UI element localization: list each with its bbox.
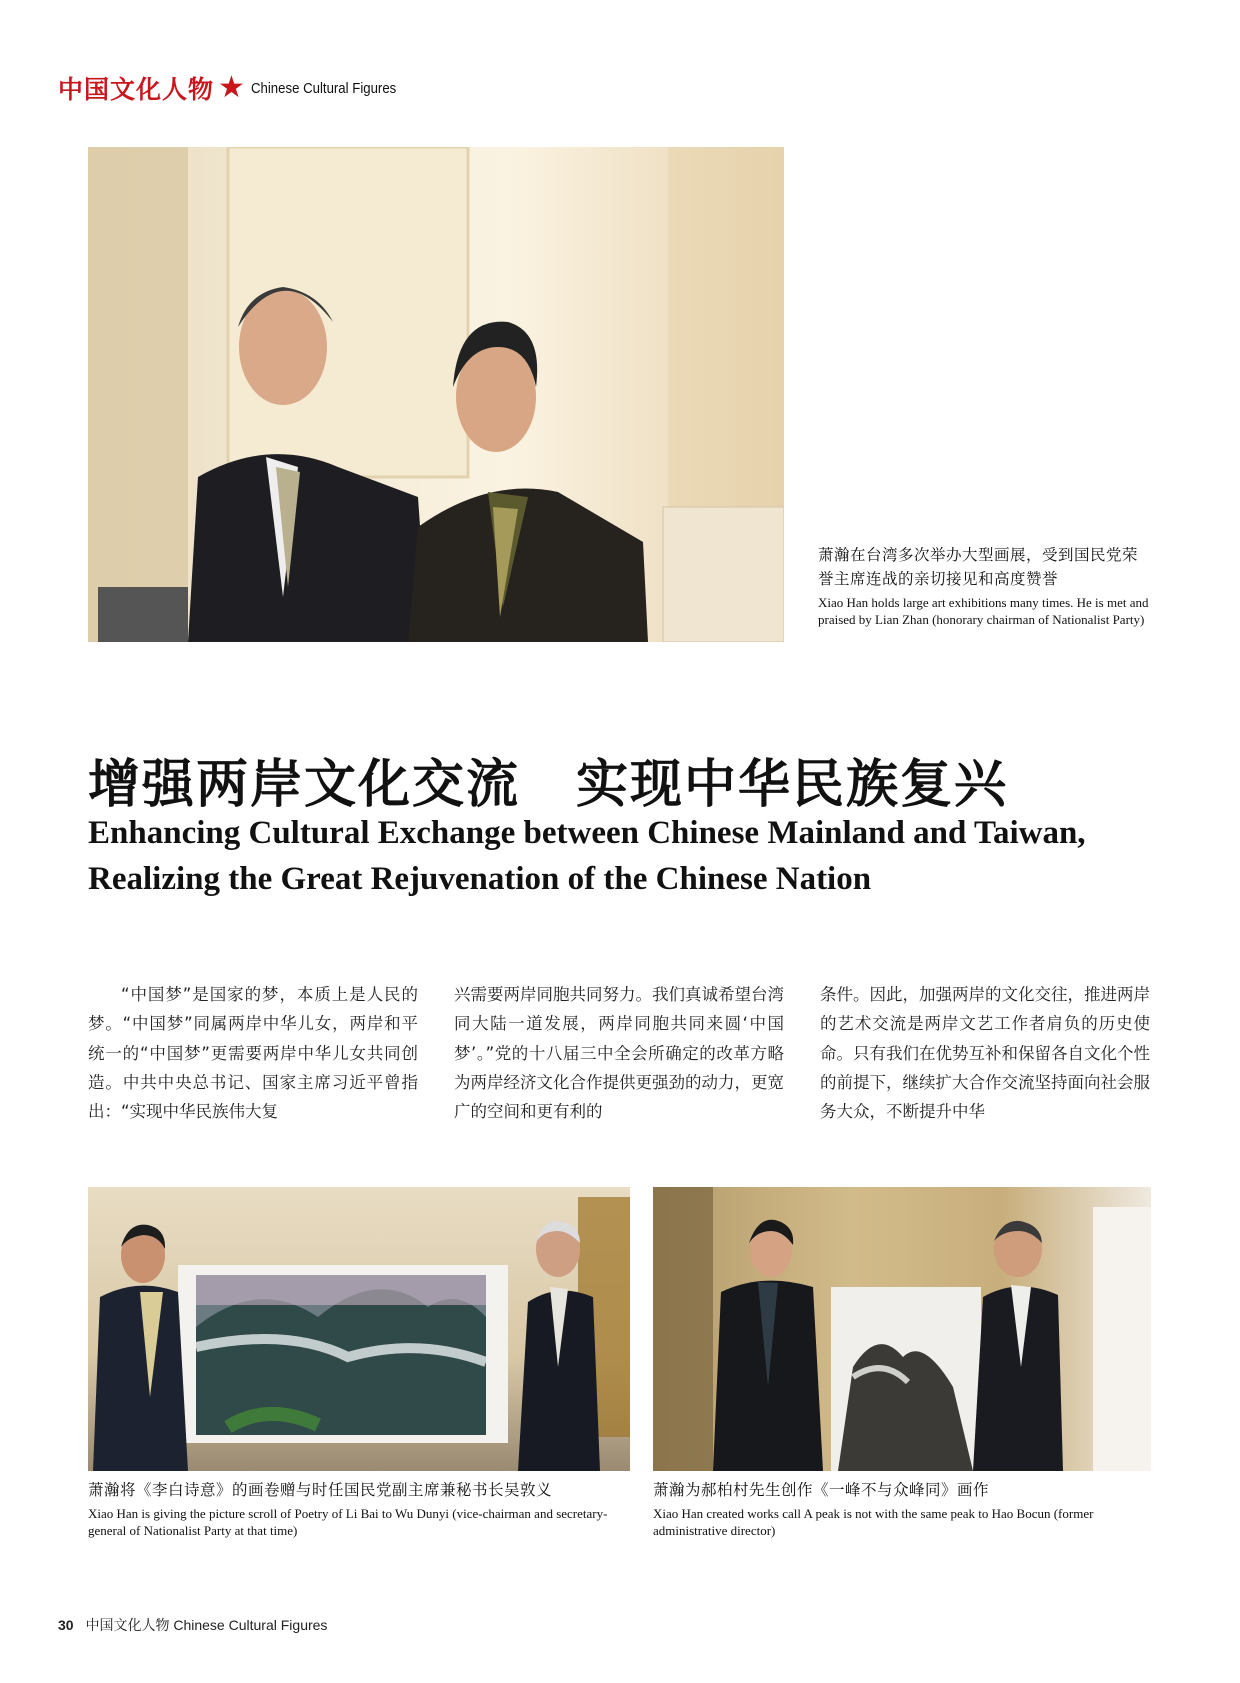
brand-en: Chinese Cultural Figures <box>250 79 397 97</box>
photo-bottom-right-caption-cn: 萧瀚为郝柏村先生创作《一峰不与众峰同》画作 <box>653 1481 990 1499</box>
photo-bottom-left-caption-en: Xiao Han is giving the picture scroll of Poetry of Li Bai to Wu Dunyi (vice-chairman and secretary-general of Nationalist Party at that time) <box>88 1506 608 1538</box>
body-column-3: 条件。因此，加强两岸的文化交往，推进两岸的艺术交流是两岸文艺工作者肩负的历史使命。只有我们在优势互补和保留各自文化个性的前提下，继续扩大合作交流坚持面向社会服务大众，不断提升中华 <box>820 985 1150 1122</box>
photo-bottom-right <box>653 1187 1151 1471</box>
page-footer <box>58 1615 327 1635</box>
article-title-cn <box>88 742 1008 817</box>
photo-bottom-right-illustration <box>653 1187 1151 1471</box>
photo-bottom-left-caption <box>88 1478 633 1539</box>
photo-top-caption-en: Xiao Han holds large art exhibitions many times. He is met and praised by Lian Zhan (honorary chairman of Nationalist Party) <box>818 595 1149 627</box>
photo-bottom-left <box>88 1187 630 1471</box>
footer-text: 中国文化人物 Chinese Cultural Figures <box>85 1617 328 1633</box>
brand-cn: 中国文化人物 <box>58 75 215 104</box>
body-column-1: “中国梦”是国家的梦，本质上是人民的梦。“中国梦”同属两岸中华儿女，两岸和平统一的“中国梦”更需要两岸中华儿女共同创造。中共中央总书记、国家主席习近平曾指出：“实现中华民族伟大复 <box>88 985 418 1122</box>
photo-bottom-left-caption-cn: 萧瀚将《李白诗意》的画卷赠与时任国民党副主席兼秘书长吴敦义 <box>88 1481 553 1499</box>
body-column-2: 兴需要两岸同胞共同努力。我们真诚希望台湾同大陆一道发展，两岸同胞共同来圆‘中国梦’。”党的十八届三中全会所确定的改革方略为两岸经济文化合作提供更强劲的动力，更宽广的空间和更有利的 <box>454 985 784 1122</box>
magazine-header <box>58 70 416 106</box>
photo-top-caption-cn: 萧瀚在台湾多次举办大型画展，受到国民党荣誉主席连战的亲切接见和高度赞誉 <box>818 546 1139 588</box>
star-icon: ★ <box>218 70 245 105</box>
photo-bottom-right-caption <box>653 1478 1153 1539</box>
photo-top-caption <box>818 543 1150 628</box>
title-cn-part2: 实现中华民族复兴 <box>576 754 1009 815</box>
photo-top-illustration <box>88 147 784 642</box>
photo-top <box>88 147 784 642</box>
photo-bottom-left-illustration <box>88 1187 630 1471</box>
photo-bottom-right-caption-en: Xiao Han created works call A peak is not with the same peak to Hao Bocun (former administrative director) <box>653 1506 1094 1538</box>
page-number: 30 <box>58 1617 74 1633</box>
title-cn-part1: 增强两岸文化交流 <box>88 754 521 815</box>
article-title-en: Enhancing Cultural Exchange between Chinese Mainland and Taiwan, Realizing the Great Rejuvenation of the Chinese Nation <box>88 815 1086 897</box>
